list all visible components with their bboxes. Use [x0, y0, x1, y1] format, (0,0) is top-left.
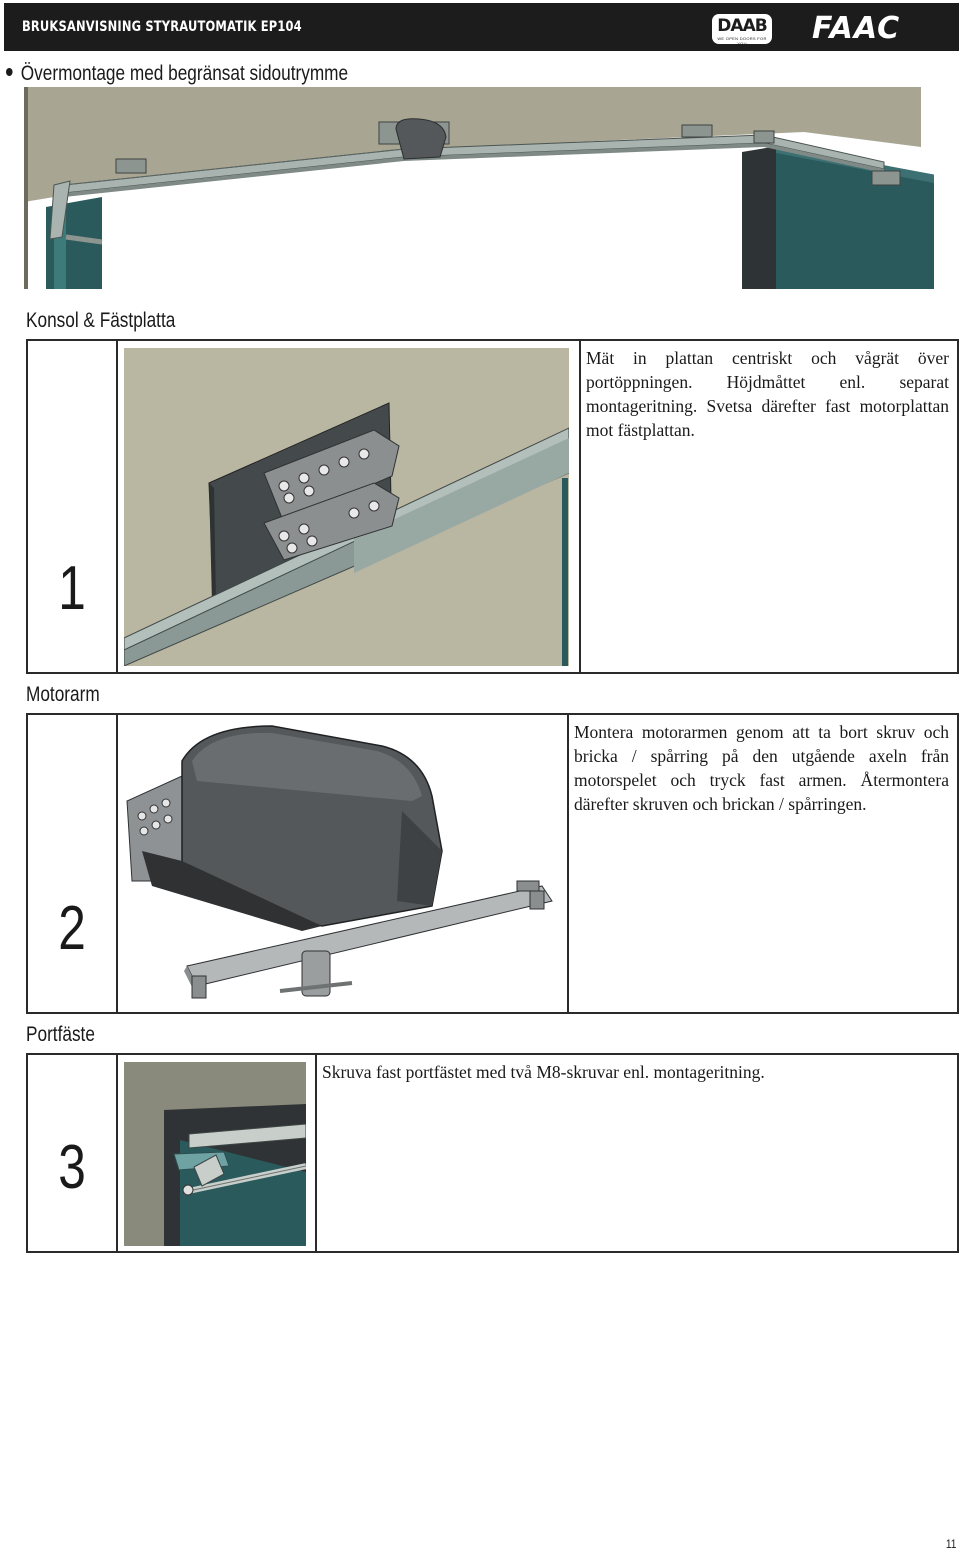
- daab-logo-tagline: WE OPEN DOORS FOR YOU: [717, 36, 767, 46]
- step-2-box: [26, 713, 959, 1014]
- step-1-number-cell: [28, 341, 118, 672]
- section-heading: [6, 62, 348, 86]
- section-label-portfaste: Portfäste: [26, 1023, 95, 1046]
- step-1-image-cell: [118, 341, 581, 672]
- overview-illustration: [24, 87, 934, 289]
- step-3-instructions: Skruva fast portfästet med två M8-skruvar enl. montageritning.: [322, 1062, 765, 1082]
- konsol-illustration: [124, 348, 569, 666]
- motorarm-illustration: [122, 721, 562, 1006]
- document-title: BRUKSANVISNING STYRAUTOMATIK EP104: [22, 19, 302, 35]
- section-label-konsol: Konsol & Fästplatta: [26, 309, 176, 332]
- step-2-image-cell: [118, 715, 569, 1012]
- step-1-instructions: Mät in plattan centriskt och vågrät över portöppningen. Höjdmåttet enl. separat montageritning. Svetsa därefter fast motorplattan mot fästplattan.: [586, 348, 949, 440]
- daab-logo-text: DAAB: [717, 16, 767, 36]
- section-label-motorarm: Motorarm: [26, 683, 100, 706]
- portfaste-illustration: [124, 1062, 306, 1246]
- daab-logo: [712, 14, 772, 44]
- step-2-number-cell: [28, 715, 118, 1012]
- step-3-image-cell: [118, 1055, 317, 1251]
- faac-logo-text: FAAC: [812, 11, 901, 46]
- bullet-icon: [6, 68, 13, 76]
- step-3-number-cell: [28, 1055, 118, 1251]
- page-number: 11: [945, 1537, 956, 1551]
- step-1-box: [26, 339, 959, 674]
- section-heading-text: Övermontage med begränsat sidoutrymme: [20, 62, 349, 85]
- step-3-box: [26, 1053, 959, 1253]
- step-3-number: 3: [58, 1133, 86, 1202]
- step-2-number: 2: [58, 894, 86, 963]
- step-1-number: 1: [58, 554, 86, 623]
- faac-logo: [812, 12, 926, 46]
- page-header: [4, 3, 959, 51]
- step-2-instructions: Montera motorarmen genom att ta bort skruv och bricka / spårring på den utgående axeln från motorspelet och tryck fast armen. Återmontera därefter skruven och brickan / spårringen.: [574, 722, 949, 814]
